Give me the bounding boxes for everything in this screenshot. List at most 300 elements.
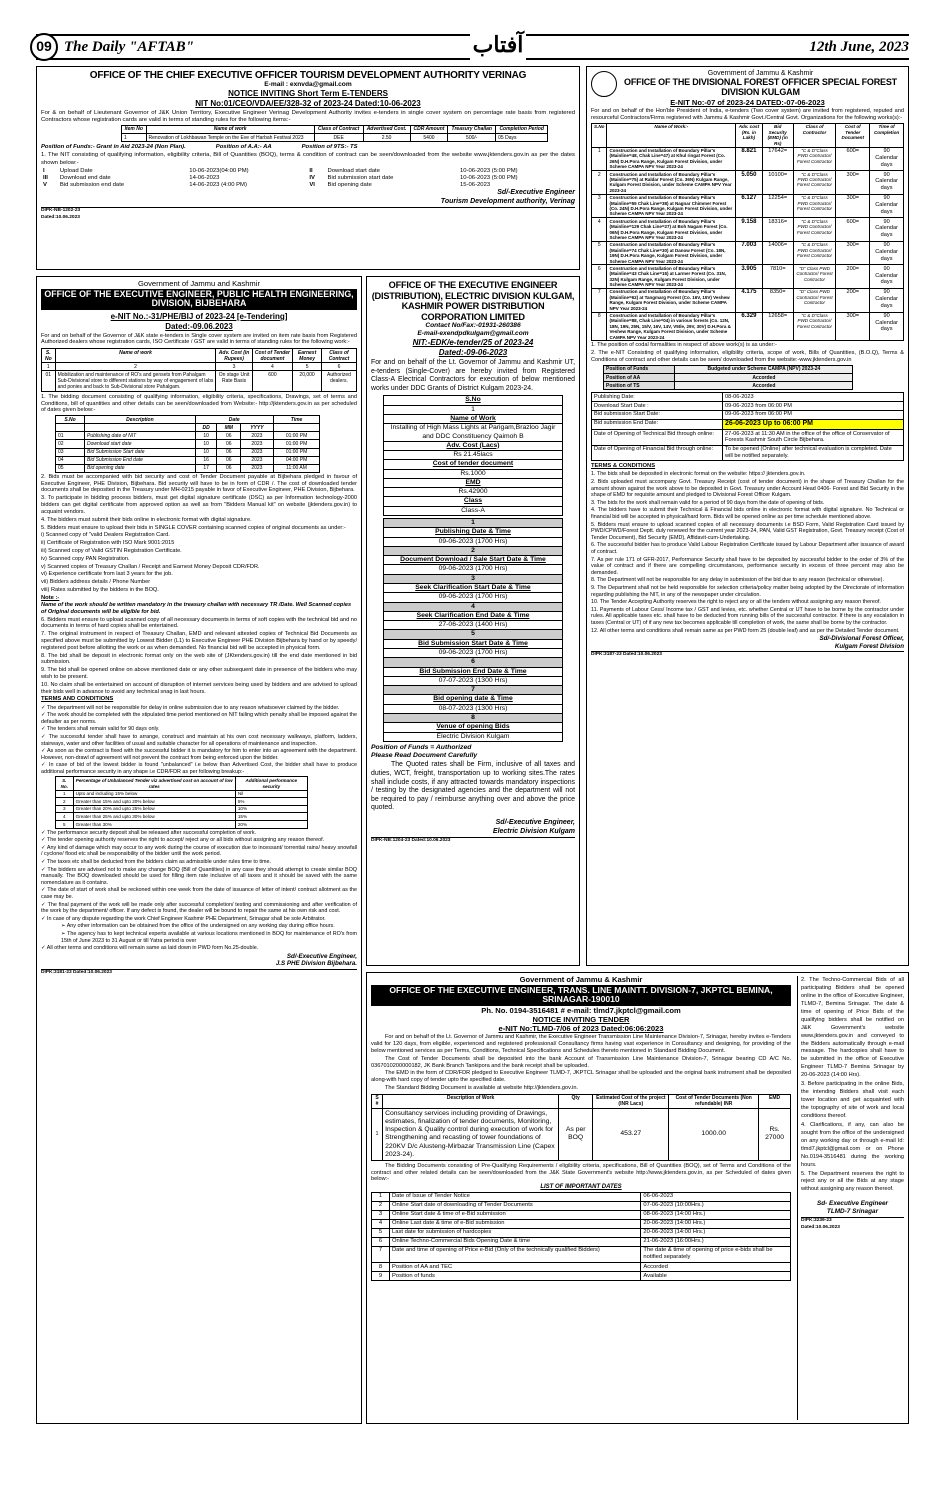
table-cell: Date and time of opening of Price e-Bid (Only of the technically qualified Bidders) <box>390 1246 641 1262</box>
table-cell: 06 <box>217 456 241 464</box>
table-header-row <box>384 611 563 620</box>
table-row <box>56 813 308 821</box>
tourism-work-table <box>121 125 548 142</box>
phe-last-term: ✓ All other terms and conditions will remain same as laid down in PWD form No.25-double. <box>41 945 259 952</box>
table-cell: As per BOQ <box>559 1109 593 1161</box>
table-cell: 4 <box>592 218 607 242</box>
table-cell: Earnest Money <box>293 349 322 363</box>
phe-enit: e-NIT No.:-31/PHE/BIJ of 2023-24 [e-Tendering] <box>110 312 288 322</box>
table-cell: Online Last date & time of e-Bid submission <box>390 1219 641 1228</box>
table-cell: 20% <box>235 821 307 829</box>
table-cell: 4.175 <box>736 288 763 312</box>
list-item: ➢ The agency has to kept technical experts available at various locations mentioned in BOQ for maintenance of RO's from 15th of June 2023 to 31 August or till Yatra period is over <box>61 930 357 944</box>
tourism-intro: For & on behalf of Lieutenant Governor of J&K Union Territory, Executive Engineer Verinag Development Authority invites e-tenders in single cover system on percentage rate basis from registered Contractors whose registration cards are valid in terms of standing rules for the following items:- <box>41 109 575 123</box>
list-item: ✓ In case of bid of the lowest bidder is found "unbalanced" i.e below than Advertised Cost, the bidder shall have to produce additional performance security in any shape i.e CDR/FDR as per following breakup:- <box>41 762 357 775</box>
phe-signature: Sd/-Executive Engineer, <box>286 952 357 960</box>
table-cell: 5 <box>56 821 74 829</box>
table-cell: Class of Contractor <box>793 123 836 147</box>
table-cell: Cost of Tender Document <box>836 123 870 147</box>
table-cell: 2 <box>56 798 74 806</box>
forest-tender-notice <box>586 66 909 966</box>
table-cell: I <box>43 167 45 174</box>
table-cell: 20,000 <box>293 371 322 391</box>
table-row <box>384 593 563 602</box>
table-cell: "C & D"Class PWD Contractor/ Forest Contractor <box>793 171 836 195</box>
newspaper-name: The Daily "AFTAB" <box>64 38 194 55</box>
table-cell: II <box>309 167 313 174</box>
table-cell: 10 <box>195 432 217 440</box>
phe-security-table <box>55 776 308 828</box>
list-item: ✓ The taxes etc shall be deducted from the bidders claim as admissible under rules time to time. <box>41 859 272 865</box>
table-row <box>384 469 563 478</box>
table-cell: 09-06-2023 (1700 Hrs) <box>384 648 563 657</box>
table-cell: The date & time of opening of price e-bids shall be notified separately <box>641 1246 791 1262</box>
table-cell: 2 <box>384 546 563 555</box>
table-row <box>56 448 320 456</box>
list-item: ✓ The work should be completed with the stipulated time period mentioned on NIT failing which penalty shall be imposed against the defaulter as per norms. <box>41 712 357 725</box>
table-cell: 03 <box>56 448 85 456</box>
table-cell: 6.329 <box>736 312 763 341</box>
tourism-authority: Tourism Development authority, Verinag <box>440 197 575 205</box>
table-cell: Date of Opening of Technical Bid through online: <box>592 430 723 446</box>
list-item: ✓ The date of start of work shall be reckoned within one week from the date of issuance of letter of intent/ contract allotment as the case may be. <box>41 887 357 900</box>
table-row <box>56 440 320 448</box>
table-cell: Last date for submission of hardcopies <box>390 1228 641 1237</box>
tourism-aa: Position of A.A:- AA <box>215 144 272 151</box>
tourism-title: OFFICE OF THE CHIEF EXECUTIVE OFFICER TOURISM DEVELOPMENT AUTHORITY VERINAG <box>89 70 527 81</box>
table-cell: 27-06-2023 at 11:30 AM in the office of the office of Conservator of Forests Kashmir South Circle Bijbehara. <box>723 430 904 446</box>
table-row <box>56 432 320 440</box>
table-cell: Item No <box>122 125 147 133</box>
tlmd-intro: For and on behalf of the Lt. Governor of Jammu and Kashmir, the Executive Engineer Transmission Line Maintenance Division-7, Srinagar, hereby invites e-Tenders valid for 120 days, from eligible, experienced and registered professional/ Consultancy firms having vast experience in Consultancy and designing, for providing of the below mentioned services as per Terms, Conditions, Technical Specifications and Schedules thereto mentioned in Standard Bidding Document. <box>371 1034 791 1054</box>
table-cell: 18316= <box>762 218 793 242</box>
table-row <box>384 546 563 555</box>
phe-gov: Government of Jammu and Kashmir <box>138 279 260 288</box>
table-row <box>604 382 853 390</box>
table-cell: Adv. Cost (in Rupees) <box>216 349 252 363</box>
table-row <box>372 1210 791 1219</box>
list-item: i) Scanned copy of "valid Dealers Registration Card. <box>41 532 170 539</box>
table-row <box>372 1263 791 1272</box>
table-cell: Online Techno-Commercial Bids Opening Date & time <box>390 1237 641 1246</box>
tlmd-p4: The Standard Bidding Document is available at website http://jktenders.gov.in. <box>385 1085 578 1092</box>
table-row <box>592 171 904 195</box>
electric-authority: Electric Division Kulgam <box>492 827 575 835</box>
table-cell: 5 <box>293 363 322 371</box>
table-cell: 15-06-2023 <box>460 182 491 189</box>
table-cell: 10-06-2023 (5:00 PM) <box>460 174 518 181</box>
forest-signature: Sd/-Divisional Forest Officer, <box>819 635 904 643</box>
table-row <box>592 430 904 446</box>
list-item: 10. The Tender Accepting Authority reserves the right to reject any or all the tenders without assigning any reason thereof. <box>591 599 881 606</box>
table-cell: Seek Clarification End Date & Time <box>384 611 563 620</box>
table-cell: Upto and including 15% below <box>73 790 235 798</box>
phe-terms2 <box>41 830 357 923</box>
table-cell: 500/- <box>448 134 496 142</box>
table-cell: Bid opening date <box>327 182 372 189</box>
list-item: ✓ As soon as the contract is fixed with the successful bidder it is mandatory for him to enter into an agreement with the department. However, non-drawl of agreement will not prevent the contract from being enforced upon the bidder. <box>41 748 357 761</box>
table-row <box>384 519 563 528</box>
tlmd-gov: Government of Jammu & Kashmir <box>519 975 643 984</box>
table-cell: 08-06-2023 <box>723 393 904 402</box>
table-cell: 15% <box>235 813 307 821</box>
tlmd-list-heading: LIST OF IMPORTANT DATES <box>540 1184 622 1191</box>
table-cell: 6 <box>372 1237 390 1246</box>
table-row <box>372 1237 791 1246</box>
table-cell: Adv. Cost (Lacs) <box>384 441 563 450</box>
table-row <box>42 371 357 391</box>
table-cell: Budgeted under Scheme CAMPA (NPV) 2023-24 <box>675 365 853 373</box>
table-cell: 200= <box>836 288 870 312</box>
table-cell: 2023 <box>241 456 274 464</box>
list-item: ✓ In case of any dispute regarding the work Chief Engineer Kashmir PHE Department, Srinagar shall be sole Arbitrator. <box>41 915 326 922</box>
table-cell: Publishing Date & Time <box>384 528 563 537</box>
table-cell: Bid Submission Start Date & Time <box>384 639 563 648</box>
tlmd-p3: The EMD in the form of CDR/FDR pledged to Executive Engineer TLMD-7, JKPTCL Srinagar shall be uploaded and the original bank instrument shall be deposited along-with hard copy of tender upto the specified date. <box>371 1070 791 1084</box>
table-cell: 2023 <box>241 464 274 472</box>
tourism-funds: Position of Funds:- Grant in Aid 2023-24 (Non Plan). <box>41 144 186 151</box>
tlmd-signature: Sd- Executive Engineer <box>816 1200 889 1208</box>
forest-para2: 2. The e-NIT Consisting of qualifying information, eligibility criteria, scope of work, Bills of Quantities, (B.O.Q), Terms & Conditions of contract and other details can be seen/ downloaded from the website:-www.jktenders.gov.in <box>591 350 904 364</box>
table-header-row <box>384 528 563 537</box>
table-cell: 2023 <box>241 432 274 440</box>
tlmd-side-terms <box>801 977 904 1194</box>
phe-paras2 <box>41 617 357 696</box>
table-cell: 1 <box>56 790 74 798</box>
table-header-row <box>384 396 563 405</box>
table-cell: 5400 <box>410 134 448 142</box>
table-cell: 5 <box>592 241 607 265</box>
table-cell: Construction and Installation of Boundary Pillar's (Mainline=129 Chak Line=27) at Boh Nagam Forest (Co. 06N) D.H.Pora Range, Kulgam Forest Division, under Scheme CAMPA NPV Year 2023-24 <box>607 218 736 242</box>
table-cell: 6 <box>384 658 563 667</box>
table-header-row <box>372 1094 791 1108</box>
table-header-row <box>592 123 904 147</box>
list-item: viii) Rates submitted by the bidders in the BOQ. <box>41 587 159 594</box>
table-cell: 2 <box>55 363 216 371</box>
table-cell: Online Start date & time of e-Bid submission <box>390 1210 641 1219</box>
tourism-dates-table <box>41 168 575 190</box>
table-cell: Installing of High Mass Lights at Parigam,Brazloo Jagir and DDC Constituency Qaimoh B <box>384 424 563 442</box>
table-cell: 10 <box>195 448 217 456</box>
phe-title: OFFICE OF THE EXECUTIVE ENGINEER, PUBLIC HEALTH ENGINEERING, DIVISION, BIJBEHARA <box>41 289 357 310</box>
table-cell: Greater than 25% and upto 30% below <box>73 813 235 821</box>
table-row <box>372 1272 791 1281</box>
table-cell: Renovation of Lokhbawan Temple on the Eve of Harbah Festival 2023 <box>146 134 314 142</box>
phe-authority: J.S PHE Division Bijbehara. <box>275 960 357 968</box>
table-row <box>592 410 904 419</box>
table-cell <box>273 424 320 432</box>
list-item: vi) Experience certificate from last 3 years for the job. <box>41 571 173 578</box>
electric-schedule-table <box>383 518 563 742</box>
electric-dipk: DIPK-NB:1204-23 Dated:10.06.2023 <box>371 837 575 844</box>
table-row <box>42 363 357 371</box>
table-cell: 20-06-2023 (14:00 Hrs.) <box>641 1228 791 1237</box>
table-cell <box>56 424 85 432</box>
table-row <box>592 288 904 312</box>
table-row <box>592 402 904 411</box>
page-number: 09 <box>30 33 58 61</box>
table-cell: 1 <box>384 405 563 414</box>
table-cell: Venue of opening Bids <box>384 723 563 732</box>
table-cell: Mobilization and maintenance of RO's and gensets from Pahalgam Sub-Divisional store to different stations by way of engagement of labs and ponies and back to Sub-Divisional store Pahalgam. <box>55 371 216 391</box>
table-cell: Download start date <box>327 167 380 174</box>
table-cell: Construction and Installation of Boundary Pillar's (Mainline=75) at Raldar Forest (Co. 36N) Kulgam Range, Kulgam Forest Division, under Scheme CAMPA NPV Year 2023-24 <box>607 171 736 195</box>
table-cell: Treasury Challan <box>448 125 496 133</box>
electric-email: E-mail-exendpdkulgam@gmail.com <box>417 330 529 338</box>
table-cell: Bid Submission End date <box>85 456 196 464</box>
table-row <box>384 451 563 460</box>
table-cell: 600= <box>836 218 870 242</box>
table-cell: 04 <box>56 456 85 464</box>
newspaper-logo: آفتاب <box>470 32 526 62</box>
table-cell: Bid submission Start Date: <box>592 410 723 419</box>
table-cell: "C & D"Class PWD Contractor/ Forest Contractor <box>793 194 836 218</box>
table-cell: 5% <box>235 798 307 806</box>
table-cell: Class of Contract <box>314 125 363 133</box>
table-cell: 16 <box>195 456 217 464</box>
table-cell: 4 <box>56 813 74 821</box>
table-row <box>592 147 904 171</box>
table-cell: 90 Calendar days <box>870 171 904 195</box>
phe-docs <box>41 532 357 594</box>
table-row <box>384 574 563 583</box>
table-row <box>592 312 904 341</box>
table-cell: 2.50 <box>363 134 410 142</box>
table-cell: 6.127 <box>736 194 763 218</box>
table-cell: EMD <box>384 478 563 487</box>
table-cell: 300= <box>836 241 870 265</box>
forest-terms-heading: TERMS & CONDITIONS <box>591 463 656 470</box>
table-cell: 1 <box>372 1109 383 1161</box>
list-item: 4. The bidders must submit their bids online in electronic format with digital signature. <box>41 516 252 523</box>
table-cell: 10% <box>235 805 307 813</box>
list-item: 5. Bidders must ensure to upload their bids in SINGLE COVER containing scanned copies of original documents as under:- <box>41 524 346 531</box>
table-cell: Date of Opening of Financial Bid through online: <box>592 445 723 461</box>
list-item: 1. The bids shall be deposited in electronic format on the website: https:// jktenders.gov.in. <box>591 471 806 478</box>
page-header <box>36 34 909 60</box>
list-item: 7. As per rule 171 of GFR-2017, Performance Security shall have to be deposited by successful bidder to the order of 3% of the value of contract and if there are compelling circumstances, performance security in excess of three percent may also be demanded. <box>591 556 904 576</box>
table-row <box>384 686 563 695</box>
tourism-signature: Sd/-Executive Engineer <box>497 189 575 197</box>
table-row <box>604 365 853 373</box>
table-cell: 01 <box>42 371 56 391</box>
table-row <box>372 1219 791 1228</box>
phe-dated: Dated:-09.06.2023 <box>165 321 233 331</box>
phe-terms <box>41 705 357 776</box>
table-cell: 14-06-2023 <box>189 174 220 181</box>
tourism-dipk: DIPK-NB-1202-23 <box>41 207 575 214</box>
table-cell: 1 <box>592 147 607 171</box>
table-row <box>592 393 904 402</box>
table-cell: 08-06-2023 (14:00 Hrs.) <box>641 1210 791 1219</box>
forest-position-table <box>603 365 853 390</box>
table-row <box>592 241 904 265</box>
table-cell: Upload Date <box>59 167 93 174</box>
tlmd-dipk: DIPK:3239-23 <box>801 1217 904 1224</box>
table-row <box>56 805 308 813</box>
table-row <box>41 175 575 182</box>
table-cell: Nil <box>235 790 307 798</box>
table-cell: 27-06-2023 (1400 Hrs) <box>384 621 563 630</box>
table-cell: 07-07-2023 (1300 Hrs) <box>384 676 563 685</box>
table-cell: S # <box>372 1094 383 1108</box>
table-header-row <box>384 414 563 423</box>
table-cell: Document Download / Sale Start Date & Time <box>384 556 563 565</box>
phe-intro: For and on behalf of the Governor of J&K state e-tenders in Single cover system are invited on item rate basis from Registered Authorized dealers whose registration cards, ISO Certificate / GST are valid in terms of standing rules for the following work:- <box>41 332 357 346</box>
table-cell: 1 <box>122 134 147 142</box>
table-cell: 06 <box>217 448 241 456</box>
table-cell: 300= <box>836 171 870 195</box>
table-row <box>384 506 563 515</box>
table-cell: Name of work <box>55 349 216 363</box>
phe-dates-table <box>55 415 320 473</box>
list-item: ✓ The bidders are advised not to make any change BOQ (Bill of Quantities) in any case they should attempt to create similar BOQ manually. The BOQ downloaded should be used for filling item rate inclusive of all taxes and it should be saved with the same nomenclature as it contains. <box>41 866 357 886</box>
table-cell: CDR Amount <box>410 125 448 133</box>
table-cell: 06 <box>217 464 241 472</box>
table-cell: 06 <box>217 432 241 440</box>
table-row <box>56 798 308 806</box>
table-cell: Greater than 30% <box>73 821 235 829</box>
table-cell: 90 Calendar days <box>870 194 904 218</box>
table-cell: 2023 <box>241 448 274 456</box>
table-row <box>122 134 548 142</box>
table-cell: 10100= <box>762 171 793 195</box>
electric-signature: Sd/-Executive Engineer, <box>495 819 575 827</box>
table-cell: Construction and Installation of Boundary Pillar's (Mainline=43 Chak Line=15) at Larmer Forest (Co. 31N, 32N) Kulgam Range, Kulgam Forest Division, under Scheme CAMPA NPV Year 2023-24 <box>607 265 736 289</box>
tlmd-notice: NOTICE INVITING TENDER <box>532 1014 630 1024</box>
table-cell: 06 <box>217 440 241 448</box>
table-row <box>372 1228 791 1237</box>
phe-terms-heading: TERMS AND CONDITIONS <box>41 696 114 703</box>
tlmd-dates-table <box>371 1192 791 1282</box>
table-cell: 8350= <box>762 288 793 312</box>
table-cell: Construction and Installation of Boundary Pillar's (Mainline=74 Chak Line=30) at Danow Forest (Co. 18N, 19N) D.H.Pora Range, Kulgam Forest Division, under Scheme CAMPA NPV Year 2023-24 <box>607 241 736 265</box>
phe-dipk: DIPK:3181-23 Dated:10.06.2023 <box>41 969 357 976</box>
table-cell: Construction and Installation of Boundary Pillar's (Mainline=62) at Tangmarg Forest (Co. 16V, 15V) Veshew Range, Kulgam Forest Division, under Scheme CAMPA NPV Year 2023-24 <box>607 288 736 312</box>
forest-title: OFFICE OF THE DIVISIONAL FOREST OFFICER SPECIAL FOREST DIVISION KULGAM <box>624 77 897 97</box>
list-item: 9. The bid shall be opened online on above mentioned date or any other subsequent date in presence of the bidders who may wish to be present. <box>41 667 357 681</box>
table-header-row <box>384 695 563 704</box>
table-cell: 05 Days <box>496 134 548 142</box>
table-row <box>372 1201 791 1210</box>
table-row <box>384 405 563 414</box>
table-row <box>41 168 575 175</box>
table-cell: 09-06-2023 (1700 Hrs) <box>384 593 563 602</box>
table-cell: 4 <box>372 1219 390 1228</box>
table-cell: 01:00 PM <box>273 440 320 448</box>
electric-tender-notice <box>366 276 580 966</box>
table-header-row <box>56 424 320 432</box>
table-cell: 90 Calendar days <box>870 147 904 171</box>
table-row <box>384 704 563 713</box>
table-row <box>592 445 904 461</box>
table-header-row <box>42 349 357 363</box>
table-cell: 3 <box>56 805 74 813</box>
table-cell: Description <box>85 416 196 424</box>
table-cell: Download start date <box>85 440 196 448</box>
table-cell: 7 <box>372 1246 390 1262</box>
list-item: 6. The successful bidder has to produce Valid Labour Registration Certificate issued by Labour Department after issuance of award of contract. <box>591 542 904 556</box>
table-cell: 09-06-2023 from 06:00 PM <box>723 402 904 411</box>
list-item: ✓ Any kind of damage which may occur to any work during the course of execution due to incessant/ torrential rains/ heavy snowfall / cyclone/ flood etc shall be responsibility of the bidder until the work period. <box>41 844 357 858</box>
list-item: v) Scanned copies of Treasury Challan / Receipt and Earnest Money Deposit CDR/FDR. <box>41 563 260 570</box>
table-cell: Accorded <box>675 382 853 390</box>
table-cell: 7 <box>592 288 607 312</box>
electric-nit: NIT:-EDK/e-tender/25 of 2023-24 <box>412 338 534 348</box>
tourism-email: E-mail : exnvda@gmail.com <box>264 81 352 88</box>
table-cell: Bid submission end date <box>59 182 125 189</box>
table-cell: Construction and Installation of Boundary Pillar's (Mainline=48, Chak Line=47) at Khul ringat Forest (Co. 26N) D.H.Pora Range, Kulgam Forest Division, under Scheme CAMPA NPV Year 2023-24 <box>607 147 736 171</box>
table-cell: 5 <box>384 630 563 639</box>
table-cell: 09-06-2023 (1700 Hrs) <box>384 537 563 546</box>
table-cell: Position of Funds <box>604 365 675 373</box>
table-cell: Rs.1000 <box>384 469 563 478</box>
table-cell: 8.821 <box>736 147 763 171</box>
list-item: 3. The bids for the work shall remain valid for a period of 90 days from the date of opening of bids. <box>591 499 825 506</box>
table-cell: 1 <box>372 1192 390 1201</box>
tourism-nit: NIT No:01/CEO/VDA/EE/328-32 of 2023-24 Dated:10-06-2023 <box>195 98 421 108</box>
table-cell: Available <box>641 1272 791 1281</box>
list-item: 2. The Techno-Commercial Bids of all participating Bidders shall be opened online in the office of Executive Engineer, TLMD-7, Bemina Srinagar. The date & time of opening of Price Bids of the qualifying bidders shall be notified on J&K Government's website www.jktenders.gov.in and conveyed to the Bidders automatically through e-mail message. The hardcopies shall have to be submitted in the office of Executive Engineer TLMD-7 Bemina Srinagar by 20-06-2023 (14:00 Hrs). <box>801 977 904 1079</box>
list-item: ✓ The tender opening authority reserves the right to accept/ reject any or all bids without assigning any reason thereof. <box>41 837 325 844</box>
table-cell: Cost of tender document <box>384 460 563 469</box>
forest-terms-list <box>591 471 904 634</box>
table-cell: 7.003 <box>736 241 763 265</box>
table-cell <box>85 424 196 432</box>
table-cell: 453.27 <box>593 1109 669 1161</box>
phe-note-label: Note :- <box>41 594 60 601</box>
table-cell: Date of Issue of Tender Notice <box>390 1192 641 1201</box>
table-header-row <box>384 441 563 450</box>
phe-note: Name of the work should be written mandatory in the treasury challan with necessary TR /Date. Well Scanned copies of Original documents will be eligible for bid. <box>41 601 352 615</box>
table-cell: 3 <box>384 574 563 583</box>
table-cell: 20-06-2023 (14:00 Hrs.) <box>641 1219 791 1228</box>
table-row <box>384 676 563 685</box>
list-item: iii) Scanned copy of Valid GSTIN Registration Certificate. <box>41 547 182 554</box>
forest-emblem-icon <box>591 71 617 97</box>
list-item: 4. The bidders have to submit their Technical & Financial bids online in electronic format with digital signature. No Technical or financial bid will be accepted in physical/hard form. Bids will be opened online as per time schedule mentioned above. <box>591 507 904 521</box>
table-cell: 11:00 AM <box>273 464 320 472</box>
table-row <box>384 732 563 741</box>
tourism-dated: Dated:10.06.2023 <box>41 215 80 221</box>
forest-gov: Government of Jammu & Kashmir <box>707 70 814 77</box>
table-cell: 17 <box>195 464 217 472</box>
list-item: ✓ The tenders shall remain valid for 90 days only. <box>41 726 160 733</box>
table-header-row <box>384 497 563 506</box>
table-cell: 90 Calendar days <box>870 241 904 265</box>
table-cell: 7810= <box>762 265 793 289</box>
table-row <box>56 456 320 464</box>
list-item: iv) Scanned copy PAN Registration. <box>41 555 130 562</box>
electric-funds: Position of Funds = Authorized <box>371 743 472 751</box>
table-cell: "C & D"Class PWD Contractor/ Forest Contractor <box>793 312 836 341</box>
table-cell: 26-06-2023 Up to 06:00 PM <box>723 419 904 430</box>
table-cell: On stage Unit Rate Basis <box>216 371 252 391</box>
table-row <box>56 790 308 798</box>
table-cell: Name of Work:- <box>607 123 736 147</box>
table-cell: Advertised Cost. <box>363 125 410 133</box>
list-item: 6. Bidders must ensure to upload scanned copy of all necessary documents in terms of soft copies with the technical bid and no documents in terms of hard copies shall be entertained. <box>41 616 357 630</box>
table-cell: III <box>43 174 48 181</box>
table-cell: 10 <box>195 440 217 448</box>
table-cell: Time <box>273 416 320 424</box>
forest-authority: Kulgam Forest Division <box>834 642 904 650</box>
forest-dipk: DIPK:3187-23 Dated:10.06.2023 <box>591 651 904 658</box>
table-cell: 7 <box>384 686 563 695</box>
table-cell: 14006= <box>762 241 793 265</box>
electric-para: The Quoted rates shall be Firm, inclusive of all taxes and duties, WCT, freight, transportation up to working sites.The rates shall include costs, if any attracted towards mandatory inspections / testing by the designated agencies and the department will not be required to pay / reimburse anything over and above the price quoted. <box>371 761 575 812</box>
table-cell: VI <box>309 182 315 189</box>
